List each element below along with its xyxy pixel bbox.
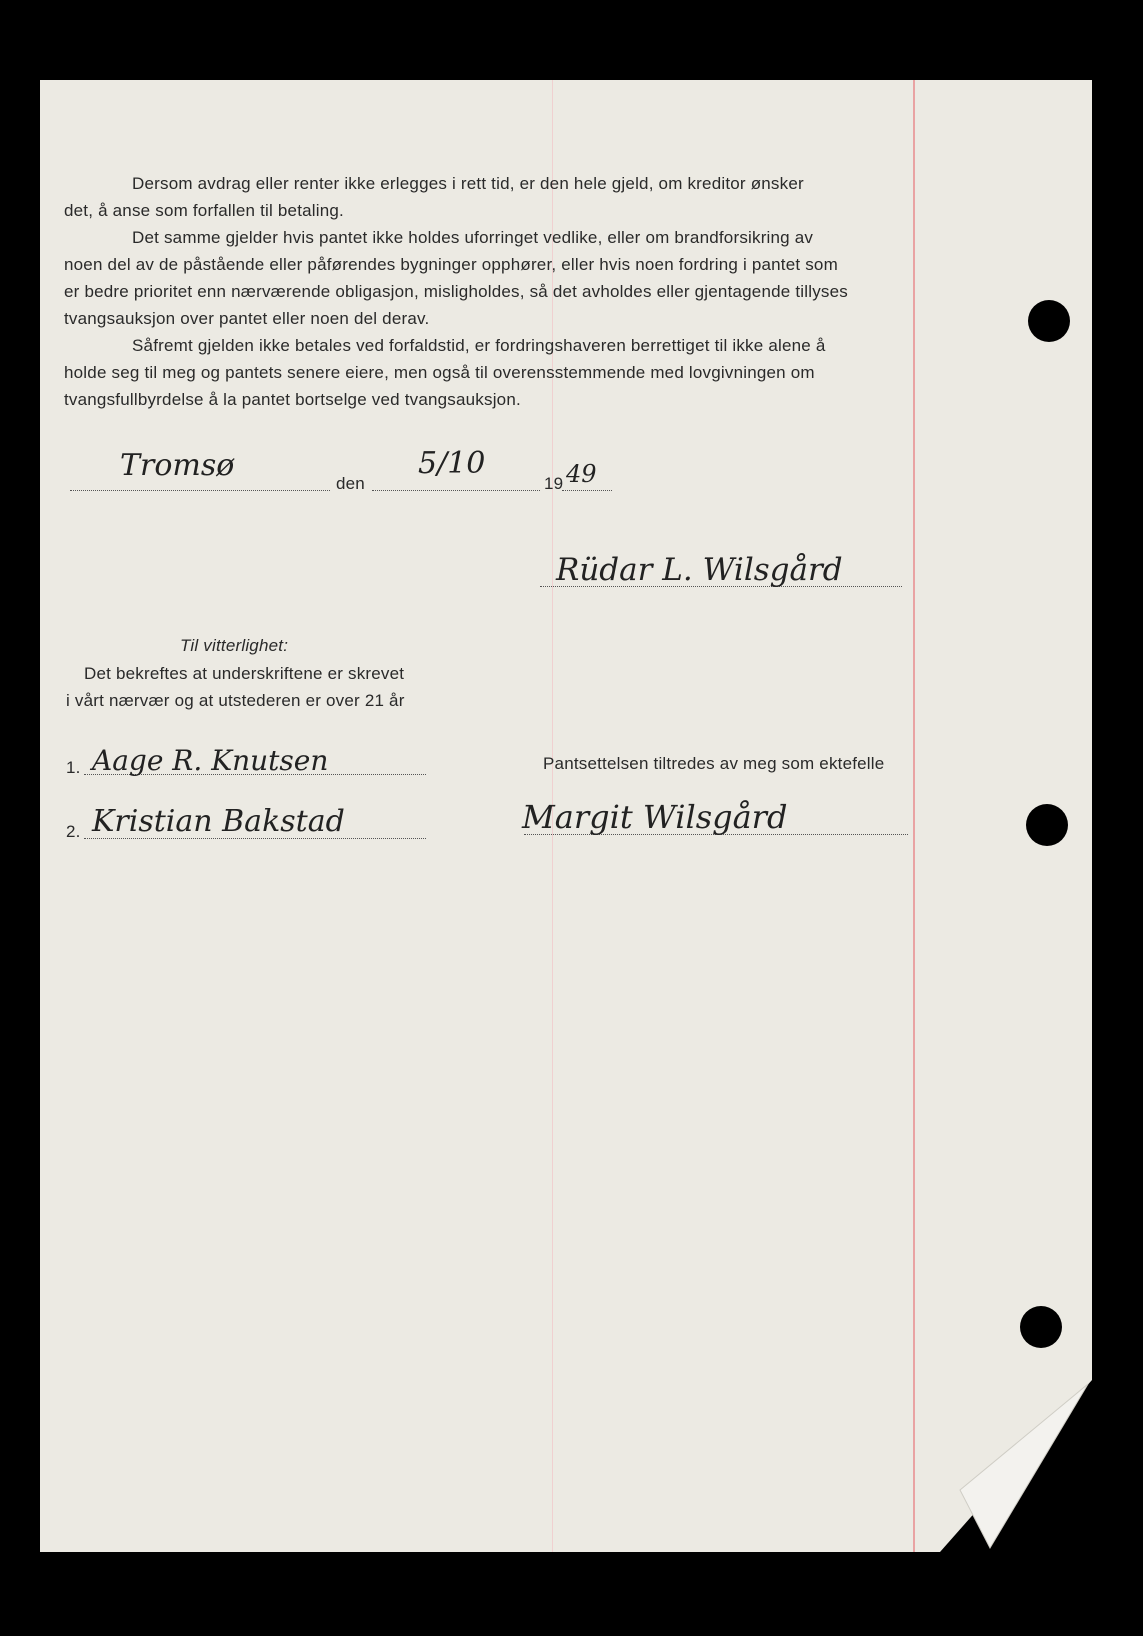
witness-text-line-2: i vårt nærvær og at utstederen er over 21 år xyxy=(66,691,405,710)
year-prefix: 19 xyxy=(544,474,564,493)
year-line xyxy=(562,490,612,491)
paragraph-line-5: er bedre prioritet enn nærværende obligasjon, misligholdes, så det avholdes eller gjentagende tillyses xyxy=(64,282,848,301)
punch-hole-bottom xyxy=(1020,1306,1062,1348)
paragraph-line-2: det, å anse som forfallen til betaling. xyxy=(64,201,344,220)
paragraph-line-3: Det samme gjelder hvis pantet ikke holdes uforringet vedlike, eller om brandforsikring av xyxy=(132,228,814,247)
den-label: den xyxy=(336,474,365,493)
witness-signature-1: Aage R. Knutsen xyxy=(92,744,329,777)
spouse-signature: Margit Wilsgård xyxy=(522,798,788,836)
witness-number-2: 2. xyxy=(66,822,81,841)
paragraph-line-9: tvangsfullbyrdelse å la pantet bortselge ved tvangsauksjon. xyxy=(64,390,521,409)
witness-text-line-1: Det bekreftes at underskriftene er skrevet xyxy=(84,664,405,683)
witness-heading: Til vitterlighet: xyxy=(180,636,289,655)
date-handwritten: 5/10 xyxy=(418,446,486,481)
paragraph-line-4: noen del av de påstående eller påførendes bygninger opphører, eller hvis noen fordring i pantet som xyxy=(64,255,838,274)
spouse-consent-text: Pantsettelsen tiltredes av meg som ektefelle xyxy=(543,754,885,773)
punch-hole-middle xyxy=(1026,804,1068,846)
place-line xyxy=(70,490,330,491)
witness-signature-2: Kristian Bakstad xyxy=(92,804,345,839)
witness-number-1: 1. xyxy=(66,758,81,777)
punch-hole-top xyxy=(1028,300,1070,342)
paragraph-line-7: Såfremt gjelden ikke betales ved forfaldstid, er fordringshaveren berrettiget til ikke alene å xyxy=(132,336,826,355)
year-handwritten: 49 xyxy=(566,460,597,488)
paragraph-line-8: holde seg til meg og pantets senere eiere, men også til overensstemmende med lovgivningen om xyxy=(64,363,815,382)
paragraph-line-6: tvangsauksjon over pantet eller noen del derav. xyxy=(64,309,430,328)
place-handwritten: Tromsø xyxy=(120,448,235,483)
date-line xyxy=(372,490,540,491)
paragraph-line-1: Dersom avdrag eller renter ikke erlegges i rett tid, er den hele gjeld, om kreditor ønsker xyxy=(132,174,804,193)
red-margin-line xyxy=(913,80,915,1552)
main-signature: Rüdar L. Wilsgård xyxy=(556,552,843,588)
